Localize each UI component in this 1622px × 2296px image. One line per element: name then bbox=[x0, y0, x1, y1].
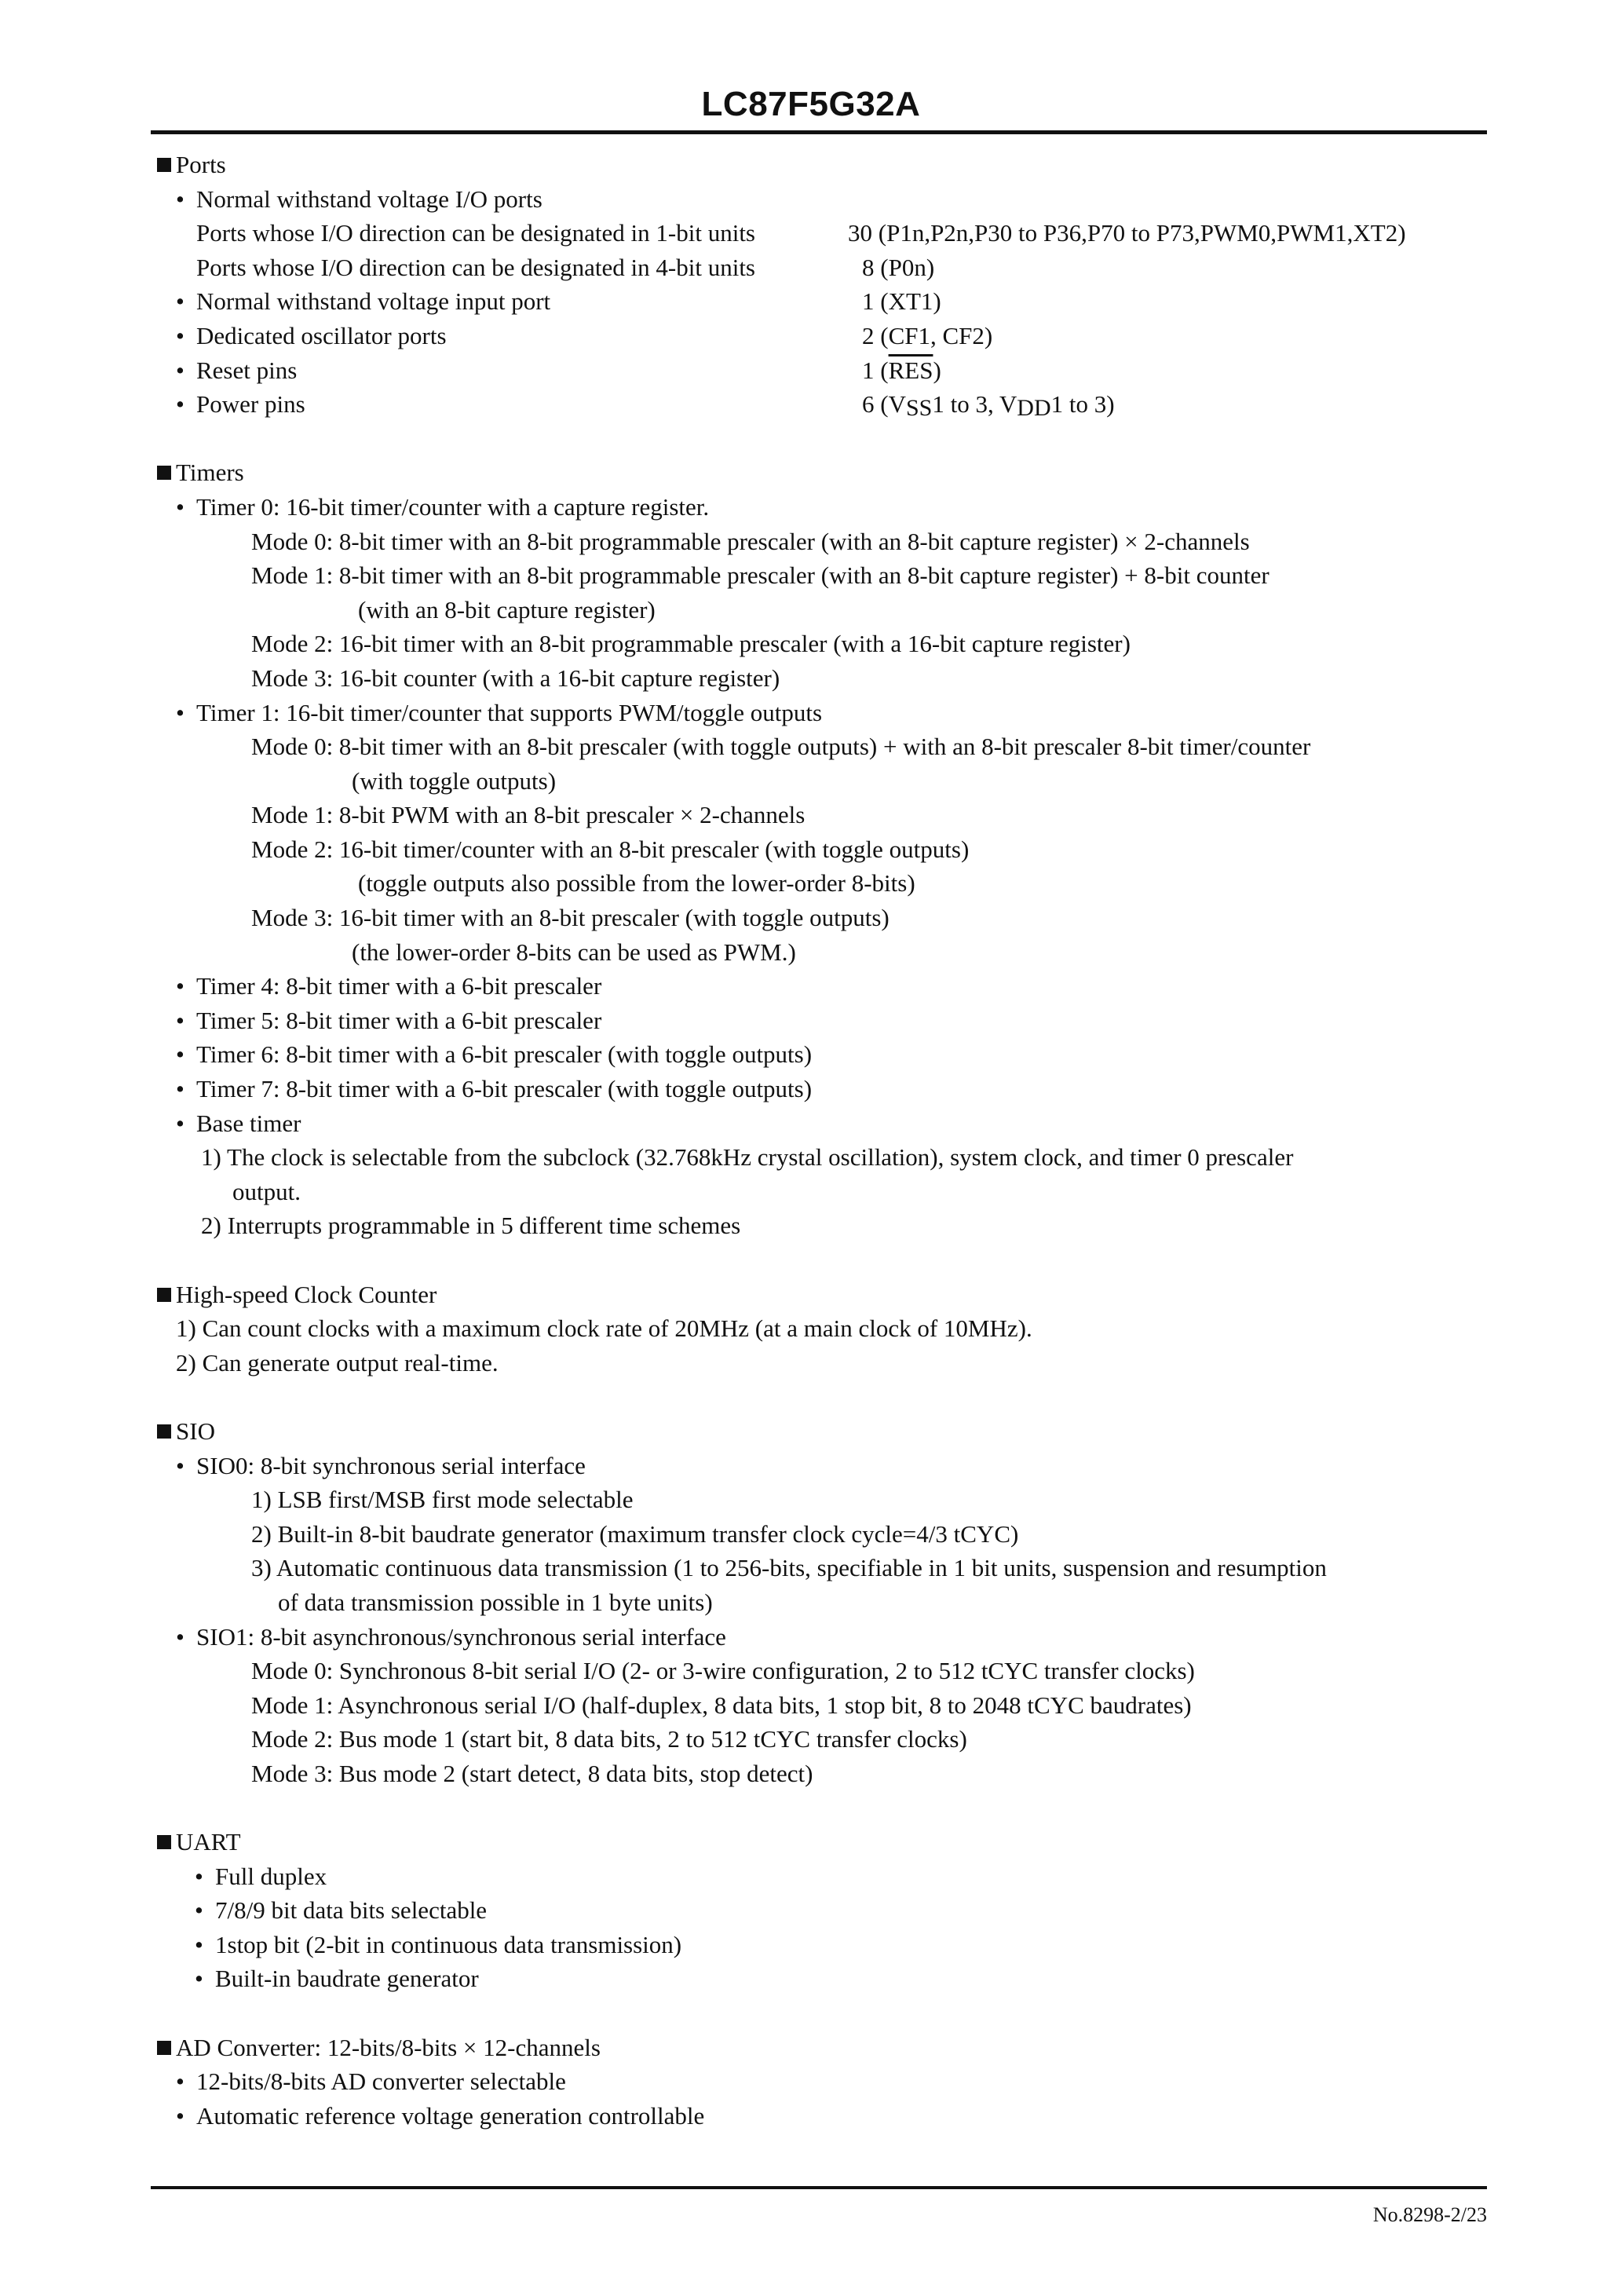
bullet-icon: • bbox=[176, 185, 184, 213]
list-item: • Normal withstand voltage I/O ports bbox=[157, 182, 1487, 217]
list-item: • Timer 5: 8-bit timer with a 6-bit prescaler bbox=[157, 1004, 1487, 1038]
bullet-icon: • bbox=[195, 1896, 203, 1925]
list-item: • Full duplex bbox=[157, 1859, 1487, 1894]
ports-value: 30 (P1n,P2n,P30 to P36,P70 to P73,PWM0,PWM1,XT2) bbox=[848, 219, 1406, 247]
list-item: • 1stop bit (2-bit in continuous data transmission) bbox=[157, 1928, 1487, 1962]
bullet-icon: • bbox=[176, 1006, 184, 1034]
square-bullet-icon bbox=[157, 2041, 171, 2055]
list-item: output. bbox=[232, 1177, 301, 1205]
list-item: • SIO0: 8-bit synchronous serial interface bbox=[157, 1449, 1487, 1483]
list-item: Mode 1: 8-bit timer with an 8-bit programmable prescaler (with an 8-bit capture register) + 8-bit counter bbox=[251, 561, 1269, 590]
list-item: Mode 3: 16-bit timer with an 8-bit prescaler (with toggle outputs) bbox=[251, 904, 890, 932]
section-hscc-heading: High-speed Clock Counter bbox=[157, 1278, 1487, 1312]
list-item: Mode 1: Asynchronous serial I/O (half-duplex, 8 data bits, 1 stop bit, 8 to 2048 tCYC baudrates) bbox=[251, 1691, 1192, 1719]
section-sio-heading: SIO bbox=[157, 1414, 1487, 1449]
square-bullet-icon bbox=[157, 466, 171, 480]
list-item: (with an 8-bit capture register) bbox=[358, 595, 656, 623]
list-item: 3) Automatic continuous data transmission (1 to 256-bits, specifiable in 1 bit units, suspension and resumption bbox=[251, 1554, 1327, 1582]
list-item: of data transmission possible in 1 byte units) bbox=[278, 1588, 713, 1616]
header-rule bbox=[151, 130, 1487, 134]
list-item: Mode 2: 16-bit timer/counter with an 8-bit prescaler (with toggle outputs) bbox=[251, 835, 970, 863]
square-bullet-icon bbox=[157, 1835, 171, 1849]
list-item: Mode 3: 16-bit counter (with a 16-bit capture register) bbox=[251, 664, 780, 692]
list-item: (toggle outputs also possible from the lower-order 8-bits) bbox=[358, 869, 915, 898]
list-item: • Base timer bbox=[157, 1106, 1487, 1141]
list-item: 2) Can generate output real-time. bbox=[176, 1348, 499, 1377]
ports-value: 1 (XT1) bbox=[862, 287, 941, 316]
bullet-icon: • bbox=[176, 287, 184, 316]
list-item: • SIO1: 8-bit asynchronous/synchronous serial interface bbox=[157, 1620, 1487, 1654]
ports-row: • Power pins 6 (VSS1 to 3, VDD1 to 3) bbox=[157, 387, 1487, 422]
page-title: LC87F5G32A bbox=[701, 85, 921, 123]
ports-value: 1 $(\overline{RES})$ bbox=[862, 356, 941, 384]
list-item: Mode 0: 8-bit timer with an 8-bit prescaler (with toggle outputs) + with an 8-bit prescaler 8-bit timer/counter bbox=[251, 733, 1311, 761]
list-item: • Automatic reference voltage generation controllable bbox=[157, 2099, 1487, 2133]
list-item: Mode 0: Synchronous 8-bit serial I/O (2- or 3-wire configuration, 2 to 512 tCYC transfer clocks) bbox=[251, 1657, 1195, 1685]
bullet-icon: • bbox=[176, 972, 184, 1000]
ports-row: • Reset pins 1 $(\overline{RES})$ bbox=[157, 353, 1487, 388]
ports-row: • Normal withstand voltage input port 1 (XT1) bbox=[157, 284, 1487, 319]
bullet-icon: • bbox=[176, 2101, 184, 2130]
ports-row: Ports whose I/O direction can be designated in 1-bit units 30 (P1n,P2n,P30 to P36,P70 to P73,PWM0,PWM1,XT2) bbox=[157, 216, 1487, 250]
footer-rule bbox=[151, 2186, 1487, 2189]
ports-row: Ports whose I/O direction can be designated in 4-bit units 8 (P0n) bbox=[157, 250, 1487, 285]
bullet-icon: • bbox=[176, 1109, 184, 1137]
list-item: Mode 3: Bus mode 2 (start detect, 8 data bits, stop detect) bbox=[251, 1759, 813, 1787]
list-item: • 12-bits/8-bits AD converter selectable bbox=[157, 2064, 1487, 2099]
list-item: 1) The clock is selectable from the subclock (32.768kHz crystal oscillation), system clock, and timer 0 prescaler bbox=[201, 1143, 1294, 1172]
list-item: Mode 2: Bus mode 1 (start bit, 8 data bits, 2 to 512 tCYC transfer clocks) bbox=[251, 1725, 967, 1753]
bullet-icon: • bbox=[176, 2067, 184, 2096]
square-bullet-icon bbox=[157, 1424, 171, 1439]
square-bullet-icon bbox=[157, 1288, 171, 1302]
ports-value: 8 (P0n) bbox=[862, 253, 935, 281]
list-item: • Timer 0: 16-bit timer/counter with a capture register. bbox=[157, 490, 1487, 525]
list-item: 2) Built-in 8-bit baudrate generator (maximum transfer clock cycle=4/3 tCYC) bbox=[251, 1519, 1019, 1548]
ports-value: 2 (CF1, CF2) bbox=[862, 321, 993, 349]
bullet-icon: • bbox=[195, 1930, 203, 1958]
section-timers-heading: Timers bbox=[157, 455, 1487, 490]
list-item: 1) Can count clocks with a maximum clock rate of 20MHz (at a main clock of 10MHz). bbox=[176, 1314, 1032, 1343]
list-item: Mode 1: 8-bit PWM with an 8-bit prescaler × 2-channels bbox=[251, 801, 806, 829]
list-item: • Timer 7: 8-bit timer with a 6-bit prescaler (with toggle outputs) bbox=[157, 1072, 1487, 1106]
bullet-icon: • bbox=[176, 390, 184, 419]
bullet-icon: • bbox=[176, 492, 184, 521]
list-item: Mode 2: 16-bit timer with an 8-bit programmable prescaler (with a 16-bit capture register) bbox=[251, 630, 1131, 658]
section-uart-heading: UART bbox=[157, 1825, 1487, 1859]
bullet-icon: • bbox=[176, 321, 184, 349]
bullet-icon: • bbox=[176, 356, 184, 384]
bullet-icon: • bbox=[176, 1075, 184, 1103]
ports-value: 6 (VSS1 to 3, VDD1 to 3) bbox=[862, 390, 1115, 422]
res-overline-text: $\overline{RES}$ bbox=[888, 356, 933, 384]
list-item: 1) LSB first/MSB first mode selectable bbox=[251, 1486, 634, 1514]
list-item: • Timer 6: 8-bit timer with a 6-bit prescaler (with toggle outputs) bbox=[157, 1037, 1487, 1072]
bullet-icon: • bbox=[176, 1622, 184, 1651]
bullet-icon: • bbox=[176, 698, 184, 726]
list-item: (with toggle outputs) bbox=[352, 766, 557, 795]
bullet-icon: • bbox=[176, 1040, 184, 1069]
list-item: • Timer 1: 16-bit timer/counter that supports PWM/toggle outputs bbox=[157, 696, 1487, 730]
list-item: (the lower-order 8-bits can be used as PWM.) bbox=[352, 938, 796, 966]
section-adc-heading: AD Converter: 12-bits/8-bits × 12-channels bbox=[157, 2031, 1487, 2065]
list-item: • 7/8/9 bit data bits selectable bbox=[157, 1893, 1487, 1928]
list-item: • Built-in baudrate generator bbox=[157, 1961, 1487, 1996]
list-item: Mode 0: 8-bit timer with an 8-bit programmable prescaler (with an 8-bit capture register) × 2-channels bbox=[251, 527, 1250, 555]
ports-row: • Dedicated oscillator ports 2 (CF1, CF2) bbox=[157, 319, 1487, 353]
square-bullet-icon bbox=[157, 158, 171, 172]
bullet-icon: • bbox=[195, 1862, 203, 1890]
bullet-icon: • bbox=[176, 1451, 184, 1479]
list-item: • Timer 4: 8-bit timer with a 6-bit prescaler bbox=[157, 969, 1487, 1004]
bullet-icon: • bbox=[195, 1965, 203, 1993]
page-number: No.8298-2/23 bbox=[1372, 2203, 1487, 2226]
section-ports-heading: Ports bbox=[157, 148, 1487, 182]
list-item: 2) Interrupts programmable in 5 different time schemes bbox=[201, 1212, 741, 1240]
spec-content bbox=[157, 148, 1487, 2133]
